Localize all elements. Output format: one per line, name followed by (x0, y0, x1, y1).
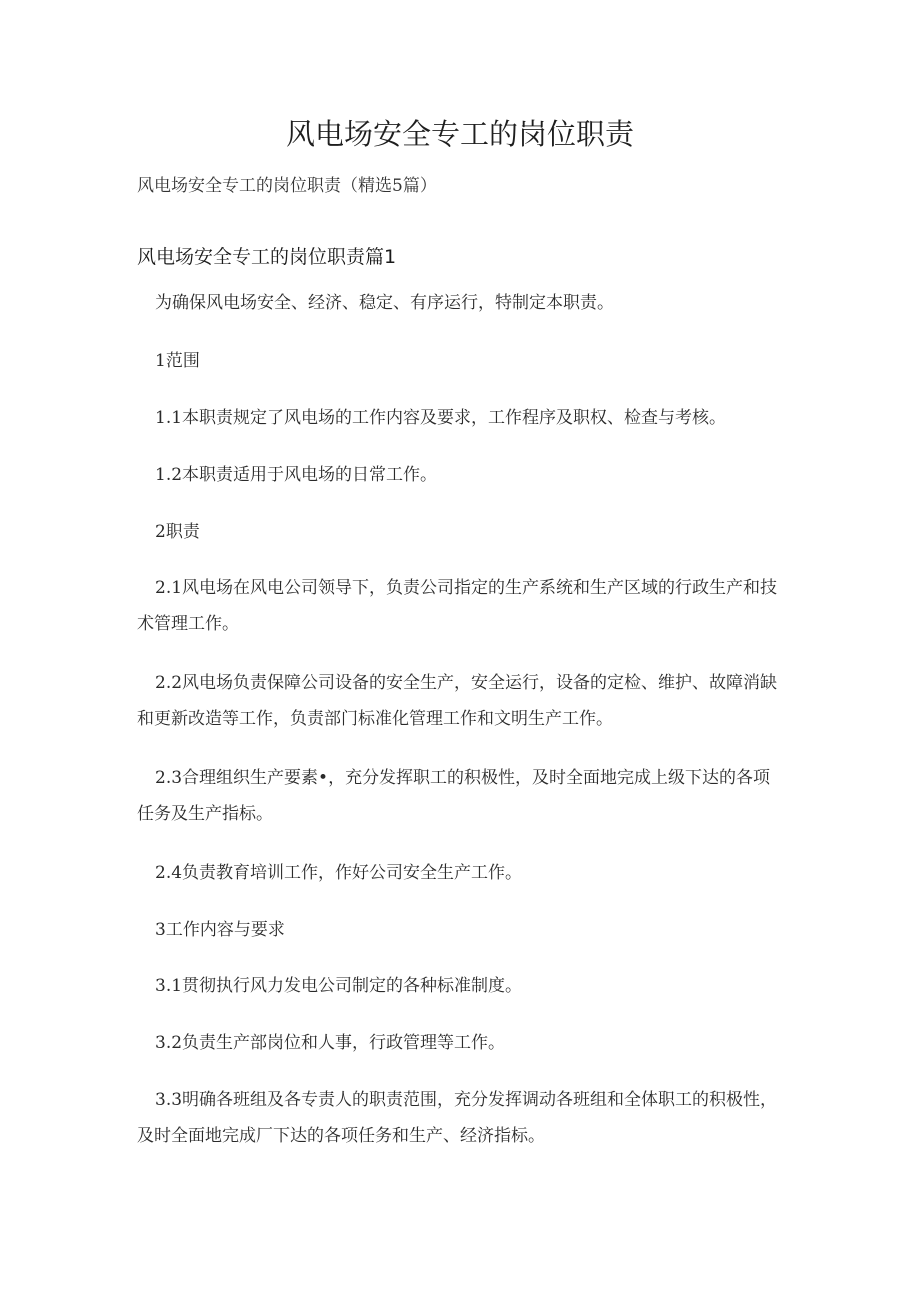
paragraph-1-1: 1.1本职责规定了风电场的工作内容及要求，工作程序及职权、检查与考核。 (155, 408, 727, 428)
section-heading: 风电场安全专工的岗位职责篇1 (137, 246, 397, 268)
document-title: 风电场安全专工的岗位职责 (285, 117, 634, 151)
heading-duties: 2职责 (155, 522, 200, 542)
document-subtitle: 风电场安全专工的岗位职责（精选5篇） (137, 176, 437, 196)
paragraph-2-1: 2.1风电场在风电公司领导下，负责公司指定的生产系统和生产区域的行政生产和技术管理工作。 (137, 578, 778, 634)
paragraph-2-3: 2.3合理组织生产要素•，充分发挥职工的积极性，及时全面地完成上级下达的各项任务及生产指标。 (137, 768, 771, 824)
heading-work-content: 3工作内容与要求 (155, 920, 285, 940)
paragraph-2-2: 2.2风电场负责保障公司设备的安全生产，安全运行，设备的定检、维护、故障消缺和更新改造等工作，负责部门标准化管理工作和文明生产工作。 (137, 673, 778, 729)
paragraph-1-2: 1.2本职责适用于风电场的日常工作。 (155, 465, 438, 485)
paragraph-3-3: 3.3明确各班组及各专责人的职责范围，充分发挥调动各班组和全体职工的积极性，及时全面地完成厂下达的各项任务和生产、经济指标。 (137, 1090, 778, 1146)
paragraph-3-2: 3.2负责生产部岗位和人事，行政管理等工作。 (155, 1033, 506, 1053)
paragraph-3-1: 3.1贯彻执行风力发电公司制定的各种标准制度。 (155, 976, 523, 996)
heading-scope: 1范围 (155, 351, 200, 371)
paragraph-2-4: 2.4负责教育培训工作，作好公司安全生产工作。 (155, 863, 523, 883)
paragraph-intro: 为确保风电场安全、经济、稳定、有序运行，特制定本职责。 (155, 293, 614, 313)
